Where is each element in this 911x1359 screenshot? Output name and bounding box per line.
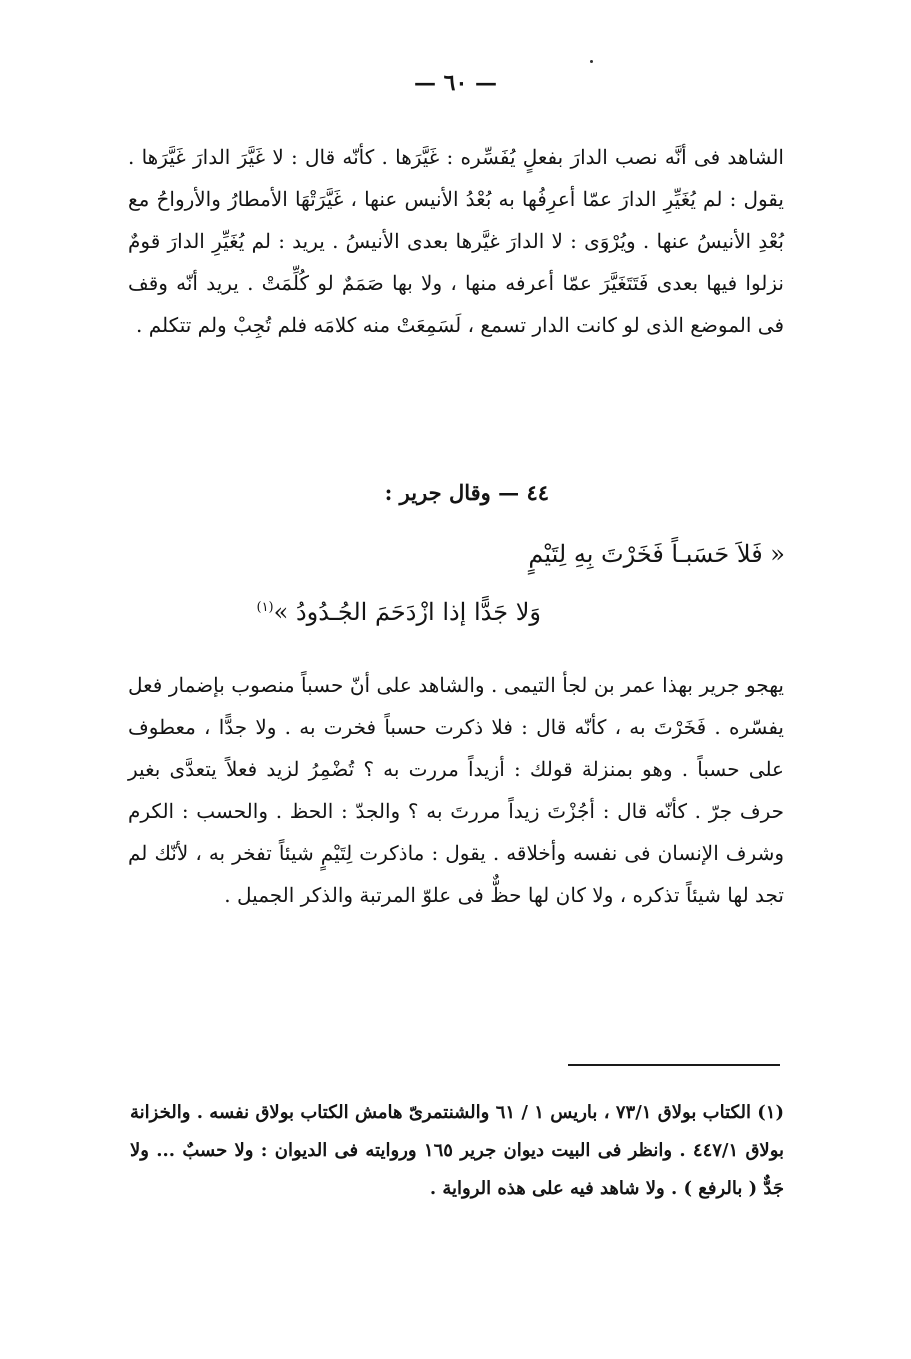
verse-line-1: « فَلاَ حَسَبـاً فَخَرْتَ بِهِ لِتَيْمٍ xyxy=(528,540,785,568)
verse-line-2: وَلا جَدًّا إذا ازْدَحَمَ الجُـدُودُ » xyxy=(273,598,541,626)
page-number: — ٦٠ — xyxy=(414,70,497,96)
footnote-marker: (١) xyxy=(256,600,274,615)
footnote-text: (١) الكتاب بولاق ٧٣/١ ، باريس ١ / ٦١ والشنتمرىّ هامش الكتاب بولاق نفسه . والخزانة بولاق ٤٤٧/١ . وانظر فى البيت ديوان جرير ١٦٥ وروايته فى الديوان : ولا حسبٌ ... ولا جَدٌّ ( بالرفع ) . ولا شاهد فيه على هذه الرواية . xyxy=(130,1102,785,1199)
commentary-paragraph-1: الشاهد فى أنَّه نصب الدارَ بفعلٍ يُفَسِّره : غَيَّرَها . كأنّه قال : لا غَيَّرَ الدارَ غَيَّرَها . يقول : لم يُغَيِّرِ الدارَ عمّا أعرِفُها به بُعْدُ الأنيس عنها ، غَيَّرَتْهَا الأمطارُ والأرواحُ مع بُعْدِ الأنيسُ عنها . ويُرْوَى : لا الدارَ غيَّرها بعدى الأنيسُ . يريد : لم يُغَيِّرِ الدارَ قومٌ نزلوا فيها بعدى فَتَتَغَيَّرَ عمّا أعرفه منها ، ولا بها صَمَمٌ لو كُلِّمَتْ . يريد أنّه وقف فى الموضع الذى لو كانت الدار تسمع ، لَسَمِعَتْ منه كلامَه فلم تُجِبْ ولم تتكلم . xyxy=(128,145,784,337)
footnote-divider xyxy=(568,1064,780,1066)
section-heading: ٤٤ — وقال جرير : xyxy=(384,480,549,505)
print-speck xyxy=(590,60,593,63)
verse-line-2-wrapper xyxy=(254,598,541,626)
commentary-paragraph-2: يهجو جرير بهذا عمر بن لجأ التيمى . والشاهد على أنّ حسباً منصوب بإضمار فعل يفسّره . فَخَرْتَ به ، كأنّه قال : فلا ذكرت حسباً فخرت به . ولا جدًّا ، معطوف على حسباً . وهو بمنزلة قولك : أزيداً مررت به ؟ تُضْمِرُ لزيد فعلاً يتعدَّى بغير حرف جرّ . كأنّه قال : أجُزْتَ زيداً مررتَ به ؟ والجدّ : الحظ . والحسب : الكرم وشرف الإنسان فى نفسه وأخلاقه . يقول : ماذكرت لِتَيْمٍ شيئاً تفخر به ، لأنّك لم تجد لها شيئاً تذكره ، ولا كان لها حظٌّ فى علوّ المرتبة والذكر الجميل . xyxy=(128,673,784,907)
